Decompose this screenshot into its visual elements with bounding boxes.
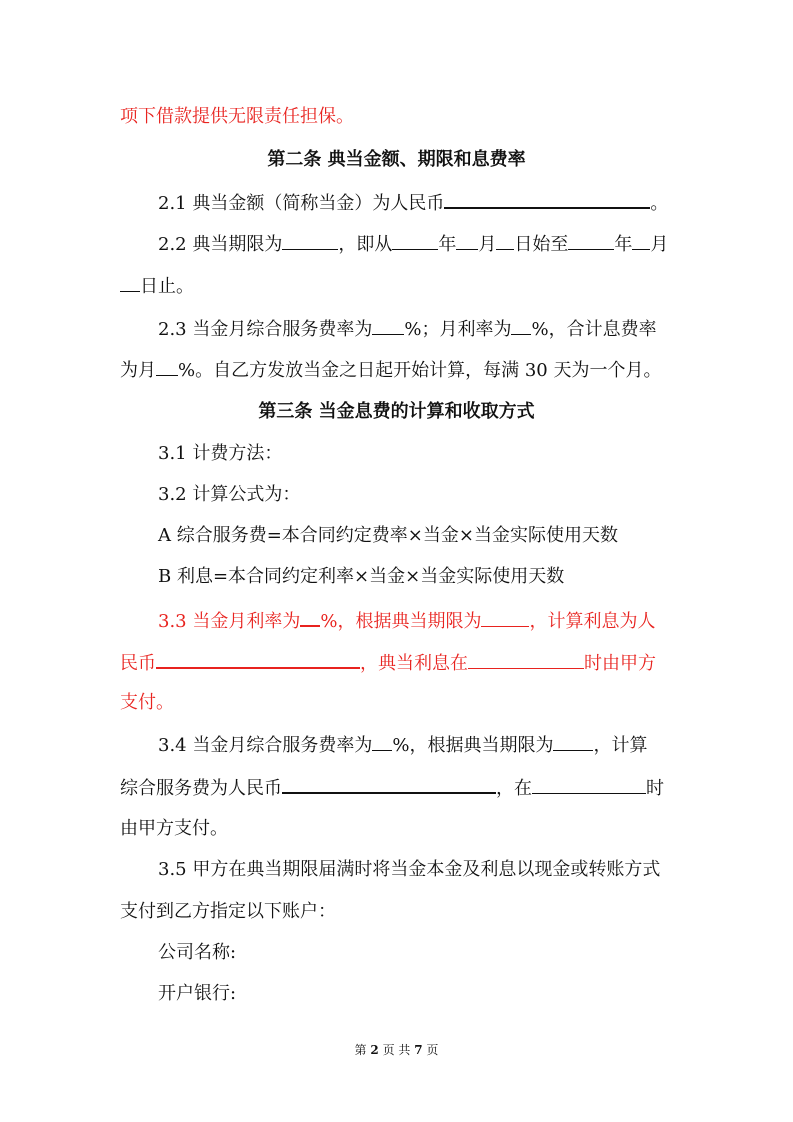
clause-2-3: 2.3 当金月综合服务费率为 %；月利率为 %，合计息费率: [158, 319, 657, 340]
clause-3-3: 3.3 当金月利率为 %，根据典当期限为 ，计算利息为人: [158, 611, 656, 632]
blank-field: [156, 359, 178, 376]
page-footer: 第 2 页 共 7 页: [354, 1043, 439, 1057]
blank-field: [372, 318, 404, 335]
clause-3-2: 3.2 计算公式为：: [158, 484, 301, 505]
blank-field: [156, 651, 360, 669]
clause-2-2-cont: 日止。: [120, 275, 194, 298]
company-name-label: 公司名称:: [158, 942, 237, 963]
bank-label: 开户银行:: [158, 983, 237, 1004]
blank-field: [456, 233, 478, 250]
blank-field: [481, 610, 529, 627]
blank-field: [568, 233, 614, 250]
blank-field: [511, 318, 531, 335]
blank-field: [532, 777, 646, 794]
blank-field: [553, 734, 593, 751]
blank-field: [372, 734, 392, 751]
blank-field: [496, 233, 514, 250]
clause-3-4: 3.4 当金月综合服务费率为 %，根据典当期限为 ，计算: [158, 735, 648, 756]
formula-b: B 利息=本合同约定利率×当金×当金实际使用天数: [158, 566, 565, 587]
clause-3-3-cont2: 支付。: [120, 692, 174, 713]
clause-2-3-cont: 为月 %。自乙方发放当金之日起开始计算，每满 30 天为一个月。: [120, 360, 662, 381]
blank-field: [632, 233, 650, 250]
blank-field: [120, 275, 140, 292]
clause-2-2: 2.2 典当期限为 ，即从 年 月 日始至 年 月: [158, 234, 669, 255]
blank-field: [468, 652, 584, 669]
blank-field: [392, 233, 438, 250]
clause-3-4-cont: 综合服务费为人民币 ，在 时: [120, 778, 664, 799]
blank-field: [282, 233, 338, 250]
text-line: 项下借款提供无限责任担保。: [120, 106, 354, 127]
section-heading-2: 第二条 典当金额、期限和息费率: [267, 149, 526, 170]
clause-3-1: 3.1 计费方法：: [158, 443, 283, 464]
section-heading-3: 第三条 当金息费的计算和收取方式: [258, 401, 535, 422]
clause-3-5: 3.5 甲方在典当期限届满时将当金本金及利息以现金或转账方式: [158, 859, 661, 880]
clause-3-3-cont: 民币 ，典当利息在 时由甲方: [120, 653, 656, 674]
formula-a: A 综合服务费=本合同约定费率×当金×当金实际使用天数: [158, 525, 618, 546]
clause-3-4-cont2: 由甲方支付。: [120, 818, 228, 839]
blank-field: [282, 776, 496, 794]
blank-field: [444, 191, 650, 209]
blank-field: [300, 609, 320, 627]
clause-2-1: 2.1 典当金额（简称当金）为人民币 。: [158, 193, 669, 214]
clause-3-5-cont: 支付到乙方指定以下账户：: [120, 901, 336, 922]
